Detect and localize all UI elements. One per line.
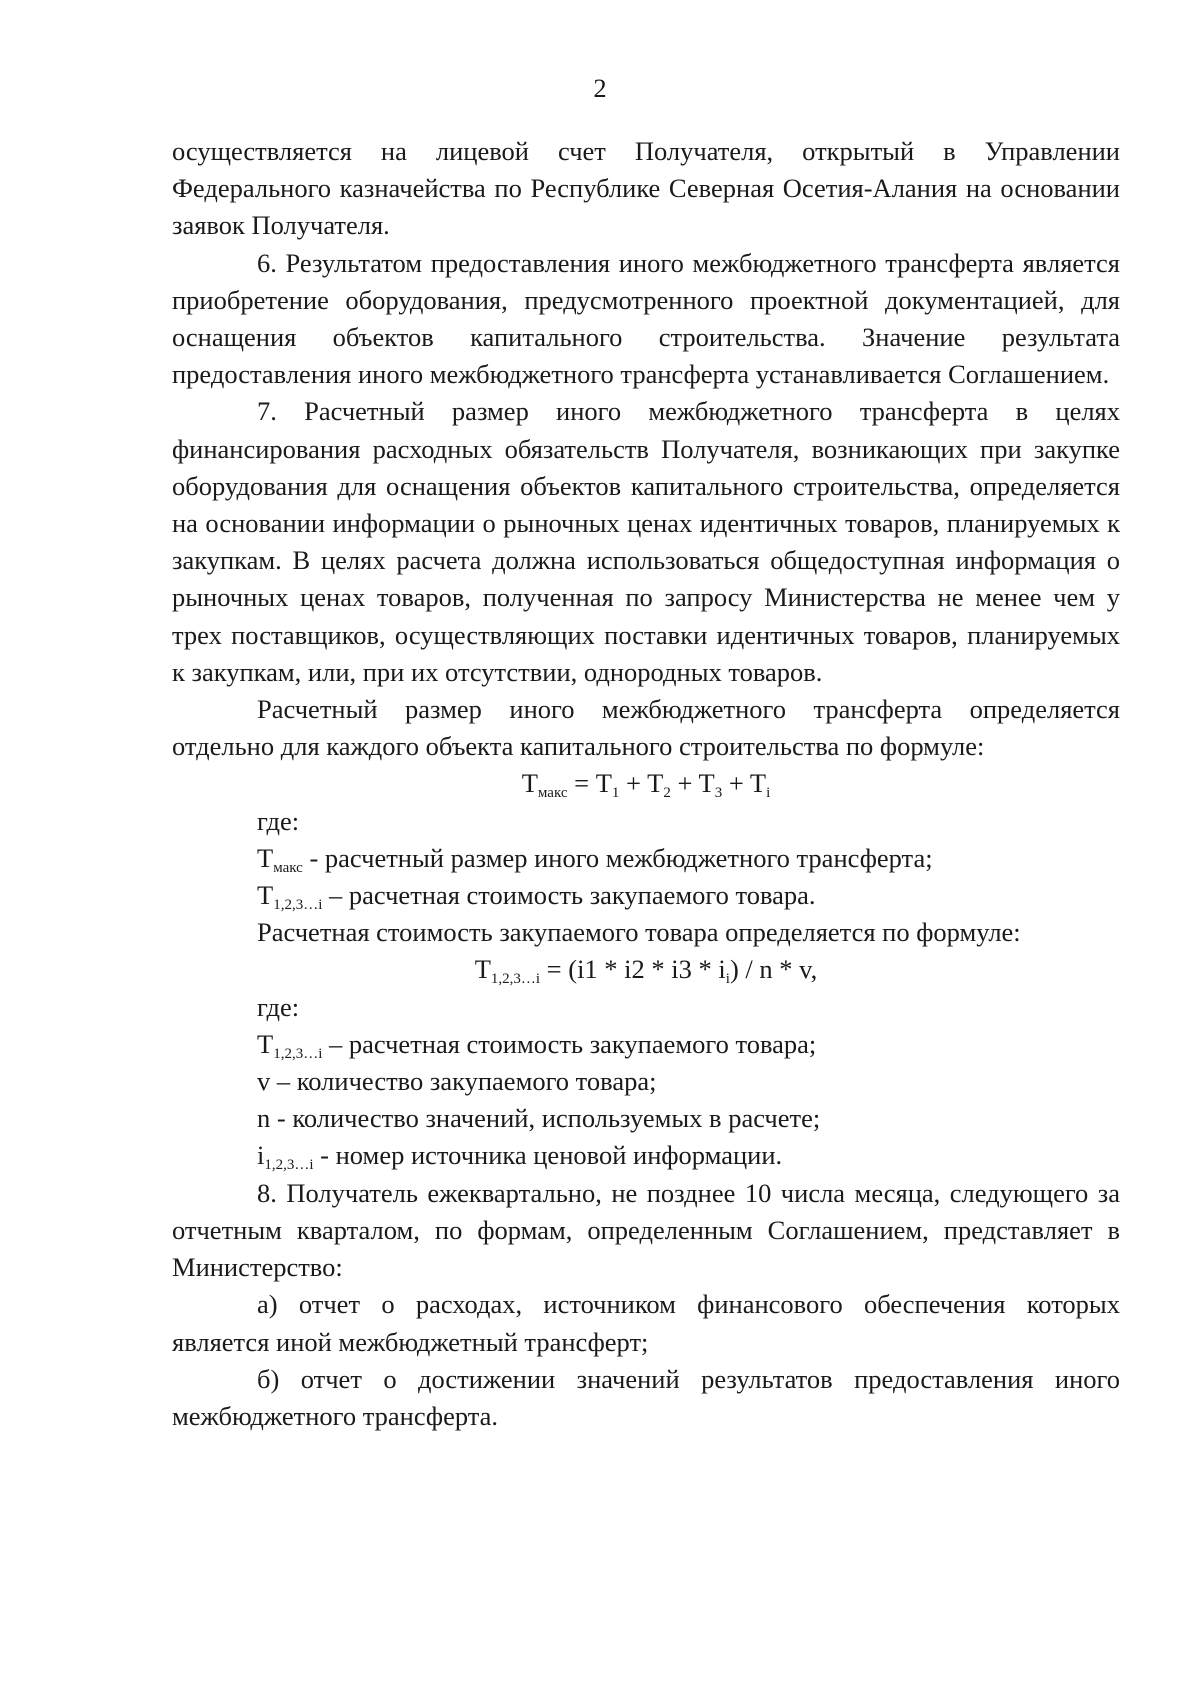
definition-t123: $T_{1,2,3\dots i}$ – расчетная стоимость закупаемого товара. <box>257 880 816 914</box>
definition-tmax: $T_{макс}$ - расчетный размер иного межбюджетного трансферта; <box>257 842 933 876</box>
where-label-1: где: <box>257 805 300 836</box>
formula-cost: $T_{1,2,3\dots i} = (i1 * i2 * i3 * i_i) / n * v$, <box>474 954 818 988</box>
paragraph-7: 7. Расчетный размер иного межбюджетного трансферта в целях финансирования расходных обязательств Получателя, возникающих при закупке оборудования для оснащения объектов капитального строительства, определяется на основании информации о рыночных ценах идентичных товаров, планируемых к закупкам. В целях расчета должна использоваться общедоступная информация о рыночных ценах товаров, полученная по запросу Министерства не менее чем у трех поставщиков, осуществляющих поставки идентичных товаров, планируемых к закупкам, или, при их отсутствии, однородных товаров. <box>172 396 1120 687</box>
paragraph-8a: а) отчет о расходах, источником финансового обеспечения которых является иной межбюджетный трансферт; <box>172 1289 1120 1357</box>
definition-t123-2: $T_{1,2,3\dots i}$ – расчетная стоимость закупаемого товара; <box>257 1028 817 1062</box>
paragraph-cost-formula-intro: Расчетная стоимость закупаемого товара определяется по формуле: <box>257 917 1021 948</box>
paragraph-formula-intro: Расчетный размер иного межбюджетного трансферта определяется отдельно для каждого объекта капитального строительства по формуле: <box>172 694 1120 762</box>
where-label-2: где: <box>257 991 300 1022</box>
formula-max: $T_{макс} = T_1 + T_2 + T_3 + T_i$ <box>521 768 771 802</box>
definition-v: v – количество закупаемого товара; <box>257 1066 657 1097</box>
definition-n: n - количество значений, используемых в расчете; <box>257 1103 821 1134</box>
paragraph-8b: б) отчет о достижении значений результатов предоставления иного межбюджетного трансферта. <box>172 1363 1120 1431</box>
document-body <box>172 133 1120 1435</box>
paragraph-8: 8. Получатель ежеквартально, не позднее 10 числа месяца, следующего за отчетным кварталом, по формам, определенным Соглашением, представляет в Министерство: <box>172 1177 1120 1283</box>
page-number: 2 <box>593 73 607 103</box>
paragraph-1: осуществляется на лицевой счет Получателя, открытый в Управлении Федерального казначейства по Республике Северная Осетия-Алания на основании заявок Получателя. <box>172 136 1120 241</box>
paragraph-6: 6. Результатом предоставления иного межбюджетного трансферта является приобретение оборудования, предусмотренного проектной документацией, для оснащения объектов капитального строительства. Значение результата предоставления иного межбюджетного трансферта устанавливается Соглашением. <box>172 247 1120 390</box>
definition-i: $i_{1,2,3\dots i}$ - номер источника ценовой информации. <box>257 1140 783 1174</box>
